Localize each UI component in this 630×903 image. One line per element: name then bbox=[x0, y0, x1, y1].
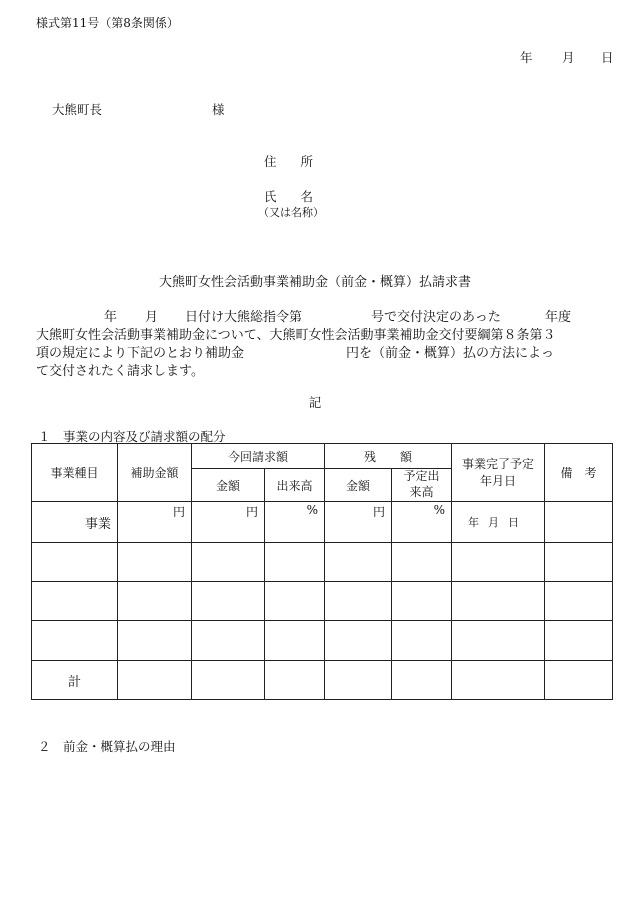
unit-percent: % bbox=[265, 502, 325, 543]
table-row bbox=[32, 543, 613, 582]
body-line-2: 大熊町女性会活動事業補助金について、大熊町女性会活動事業補助金交付要綱第８条第３ bbox=[36, 328, 556, 343]
date-day: 日 bbox=[601, 50, 614, 65]
header-completion-date: 事業完了予定年月日 bbox=[452, 444, 545, 502]
address-label: 住 所 bbox=[264, 154, 323, 169]
unit-percent: % bbox=[392, 502, 452, 543]
section-2-heading: ２ 前金・概算払の理由 bbox=[38, 739, 176, 754]
header-current-request: 今回請求額 bbox=[192, 444, 325, 469]
table-row bbox=[32, 502, 613, 543]
ki-heading: 記 bbox=[308, 395, 322, 410]
row-label-jigyo: 事業 bbox=[32, 502, 118, 543]
section-1-heading: １ 事業の内容及び請求額の配分 bbox=[38, 429, 226, 444]
header-type: 事業種目 bbox=[32, 444, 118, 502]
form-number: 様式第11号（第8条関係） bbox=[36, 16, 179, 30]
header-planned-progress: 予定出来高 bbox=[392, 469, 452, 502]
body-year: 年 bbox=[104, 310, 118, 325]
header-remarks: 備 考 bbox=[545, 444, 613, 502]
completion-ymd: 年月日 bbox=[452, 502, 545, 543]
body-line-3-suffix: 円を（前金・概算）払の方法によっ bbox=[346, 346, 555, 361]
body-date-prefix: 日付け大熊総指令第 bbox=[185, 310, 303, 325]
name-note: （又は名称） bbox=[258, 206, 324, 219]
unit-yen: 円 bbox=[118, 502, 192, 543]
date-year: 年 bbox=[520, 50, 533, 65]
header-balance-amount: 金額 bbox=[325, 469, 392, 502]
header-progress: 出来高 bbox=[265, 469, 325, 502]
body-fiscal-year: 年度 bbox=[545, 310, 572, 325]
addressee-name: 大熊町長 bbox=[52, 102, 103, 117]
name-label: 氏 名 bbox=[264, 189, 323, 204]
body-line-4: て交付されたく請求します。 bbox=[36, 364, 204, 379]
body-line-3: 項の規定により下記のとおり補助金 bbox=[36, 346, 245, 361]
body-number-suffix: 号で交付決定のあった bbox=[371, 310, 501, 325]
allocation-table bbox=[31, 443, 613, 700]
header-subsidy: 補助金額 bbox=[118, 444, 192, 502]
total-label: 計 bbox=[32, 661, 118, 700]
document-title: 大熊町女性会活動事業補助金（前金・概算）払請求書 bbox=[158, 275, 471, 290]
table-row bbox=[32, 621, 613, 661]
header-balance: 残 額 bbox=[325, 444, 452, 469]
total-row bbox=[32, 661, 613, 700]
body-month: 月 bbox=[145, 310, 159, 325]
remarks-cell bbox=[545, 502, 613, 543]
unit-yen: 円 bbox=[325, 502, 392, 543]
addressee-honorific: 様 bbox=[212, 102, 225, 117]
table-row bbox=[32, 582, 613, 621]
unit-yen: 円 bbox=[192, 502, 265, 543]
header-amount: 金額 bbox=[192, 469, 265, 502]
date-month: 月 bbox=[562, 50, 575, 65]
